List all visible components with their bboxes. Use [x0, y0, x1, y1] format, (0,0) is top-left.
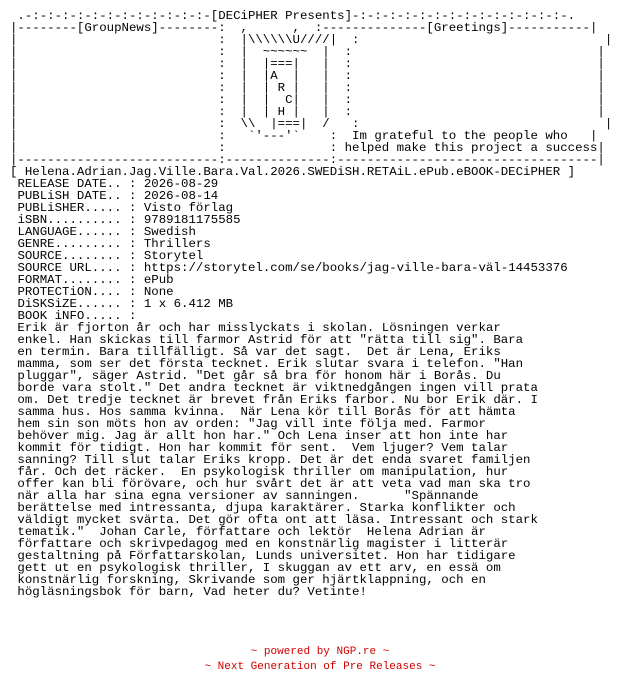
footer-powered-by: ~ powered by NGP.re ~ [250, 646, 390, 658]
field-label: LANGUAGE...... : [17, 225, 144, 239]
book-description: Erik är fjorton år och har misslyckats i skolan. Lösningen verkar enkel. Han skickas till farmor Astrid för att "rätta till sig". Bara en termin. Bara tillfälligt. Så var det sagt. Det är Lena, Eriks mamma, som ser det första tecknet. Erik slutar svara i telefon. "Han pluggar", säger Astrid. "Det går så bra för honom här i Borås. Du borde vara stolt." Det andra tecknet är viktnedgången ingen vill prata om. Det tredje tecknet är brevet från Eriks farbor. Nu bor Erik där. I samma hus. Hos samma kvinna. När Lena kör till Borås för att hämta hem sin son möts hon av orden: "Jag vill inte följa med. Farmor behöver mig. Jag är allt hon har." Och Lena inser att hon inte har kommit för tidigt. Hon har kommit för sent. Vem ljuger? Vem talar sanning? Till slut talar Eriks kropp. Det är det enda svaret familjen får. Och det räcker. En psykologisk thriller om manipulation, hur offer kan bli förövare, och hur svårt det är att veta vad man ska tro när alla har sina egna versioner av sanningen. "Spännande berättelse med intressanta, djupa karaktärer. Starka konflikter och väldigt mycket svärta. Det gör ofta ont att läsa. Intressant och stark tematik." Johan Carle, författare och lektör Helena Adrian är författare och skrivpedagog med en konstnärlig magister i litterär gestaltning på Författarskolan, Lunds universitet. Hon har tidigare gett ut en psykologisk thriller, I skuggan av ett arv, en essä om konstnärlig forskning, Skrivande som ger hjärtklappning, och en högläsningsbok för barn, Vad heter du? Vetinte! [17, 321, 538, 598]
nfo-banner: .-:-:-:-:-:-:-:-:-:-:-:-:-[DECiPHER Presents]-:-:-:-:-:-:-:-:-:-:-:-:-:-:-. |--------[GroupNews]--------: , , :--------------[Greetings]-----------| | : |\\\\\\U////| : | | : | ~~~~~~ | : | | : | |===| | : | | : | |A | | : | | : | | R | | : | | : | | C| | : | | : | | H | | : | | : \\ |===| / : | | : `'---'` : Im grateful to the people who | | : : helped make this project a success| |---------------------------:--------------:-----------------------------------| [10, 10, 613, 167]
field-value: None [143, 285, 174, 299]
field-value: Swedish [143, 225, 196, 239]
field-value: 9789181175585 [143, 213, 241, 227]
footer-tagline: ~ Next Generation of Pre Releases ~ [204, 660, 436, 673]
field-value: Thrillers [143, 237, 211, 251]
release-info [10, 178, 635, 322]
nfo-document [10, 10, 635, 598]
field-label: DiSKSiZE...... : [17, 297, 144, 311]
field-value: Visto förlag [143, 201, 234, 215]
field-label: PUBLiSH DATE.. : [17, 189, 144, 203]
field-value: 1 x 6.412 MB [143, 297, 234, 311]
field-value: https://storytel.com/se/books/jag-ville-bara-väl-14453376 [143, 261, 568, 275]
field-label: BOOK iNFO..... : [17, 309, 144, 323]
field-value: Storytel [143, 249, 204, 263]
field-value: ePub [143, 273, 174, 287]
field-label: GENRE......... : [17, 237, 144, 251]
field-label: FORMAT........ : [17, 273, 144, 287]
field-label: SOURCE URL.... : [17, 261, 144, 275]
field-value: 2026-08-14 [143, 189, 219, 203]
field-label: iSBN.......... : [17, 213, 144, 227]
field-label: PUBLiSHER..... : [17, 201, 144, 215]
release-title: [ Helena.Adrian.Jag.Ville.Bara.Val.2026.SWEDiSH.RETAiL.ePub.eBOOK-DECiPHER ] [10, 165, 576, 179]
field-label: SOURCE........ : [17, 249, 144, 263]
footer [0, 645, 640, 674]
field-label: RELEASE DATE.. : [17, 177, 144, 191]
field-label: PROTECTiON.... : [17, 285, 144, 299]
field-value: 2026-08-29 [143, 177, 219, 191]
